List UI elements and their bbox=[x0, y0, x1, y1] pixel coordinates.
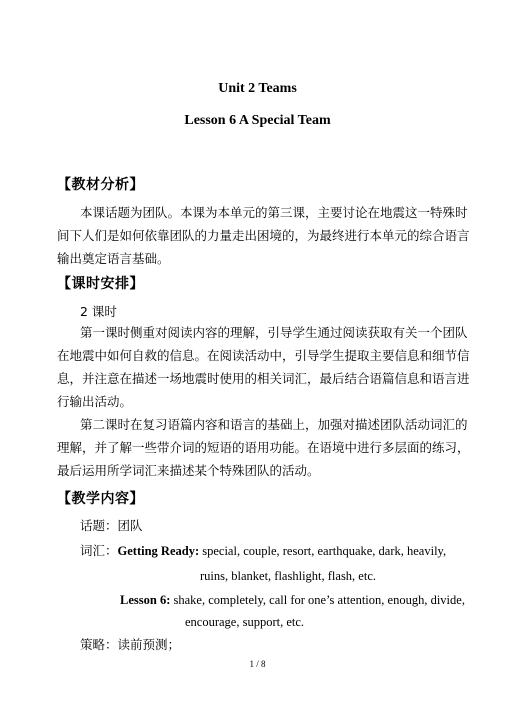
paragraph-line: 息，并注意在描述一场地震时使用的相关词汇，最后结合语篇信息和语言进 bbox=[57, 371, 470, 386]
document-title: Unit 2 Teams bbox=[218, 81, 297, 96]
vocab-label: 词汇： bbox=[80, 543, 118, 558]
paragraph-line: 第二课时在复习语篇内容和语言的基础上，加强对描述团队活动词汇的 bbox=[80, 417, 468, 432]
paragraph-line: 第一课时侧重对阅读内容的理解，引导学生通过阅读获取有关一个团队 bbox=[80, 325, 468, 340]
vocab-getting-ready-label: Getting Ready: bbox=[117, 544, 200, 558]
hours-line: 2 课时 bbox=[80, 304, 117, 319]
vocab-lesson6-words: shake, completely, call for one’s attention, enough, divide, bbox=[170, 593, 465, 607]
vocab-getting-ready-words-cont: ruins, blanket, flashlight, flash, etc. bbox=[200, 569, 377, 583]
document-subtitle: Lesson 6 A Special Team bbox=[184, 113, 331, 128]
vocab-getting-ready-words: special, couple, resort, earthquake, dark, heavily, bbox=[199, 544, 447, 558]
vocab-lesson6-words-cont: encourage, support, etc. bbox=[185, 615, 305, 629]
section-heading-analysis: 【教材分析】 bbox=[57, 177, 144, 193]
page-number: 1 / 8 bbox=[249, 659, 266, 669]
paragraph-line: 行输出活动。 bbox=[57, 394, 133, 409]
paragraph-line: 在地震中如何自救的信息。在阅读活动中，引导学生提取主要信息和细节信 bbox=[57, 348, 470, 363]
paragraph-line: 本课话题为团队。本课为本单元的第三课，主要讨论在地震这一特殊时 bbox=[80, 205, 468, 220]
vocab-lesson6-line bbox=[120, 592, 465, 608]
vocab-lesson6-label: Lesson 6: bbox=[120, 593, 171, 607]
section-heading-schedule: 【课时安排】 bbox=[57, 276, 144, 292]
paragraph-line: 最后运用所学词汇来描述某个特殊团队的活动。 bbox=[57, 463, 320, 478]
topic-line: 话题：团队 bbox=[80, 518, 143, 533]
paragraph-line: 输出奠定语言基础。 bbox=[57, 251, 170, 266]
paragraph-line: 理解，并了解一些带介词的短语的语用功能。在语境中进行多层面的练习， bbox=[57, 440, 470, 455]
strategy-line: 策略：读前预测； bbox=[80, 637, 181, 652]
vocab-line bbox=[80, 543, 446, 559]
section-heading-content: 【教学内容】 bbox=[57, 491, 144, 507]
paragraph-line: 间下人们是如何依靠团队的力量走出困境的，为最终进行本单元的综合语言 bbox=[57, 228, 470, 243]
